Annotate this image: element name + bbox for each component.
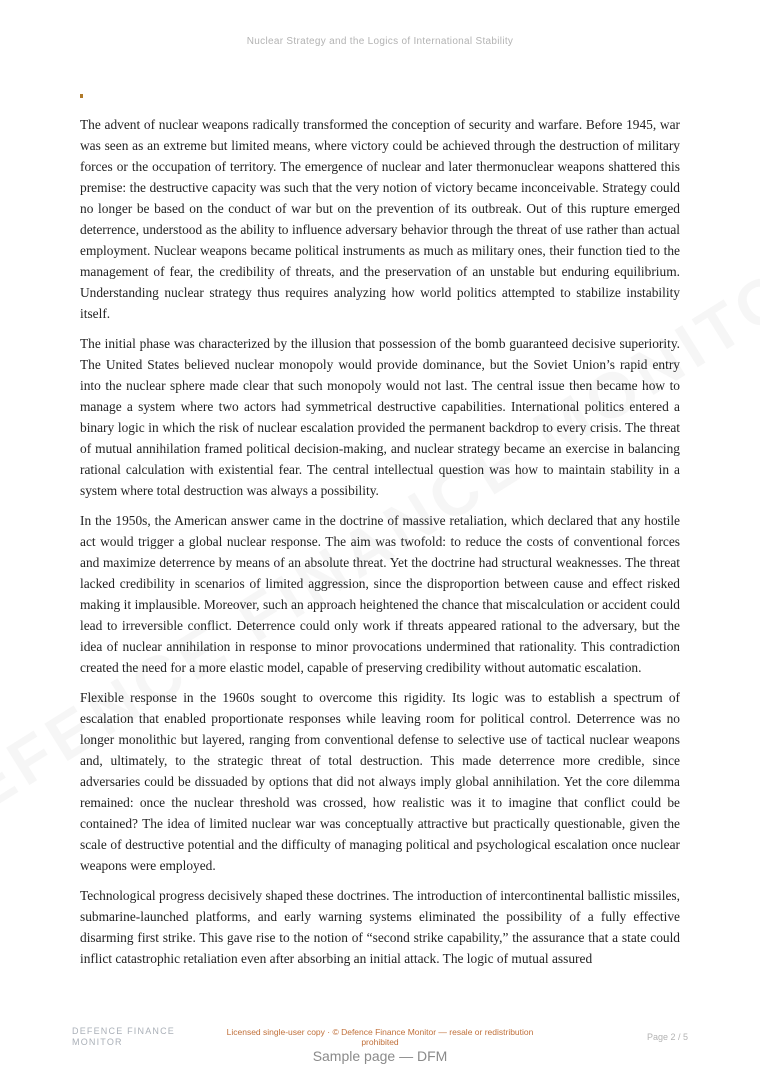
page-number: Page 2 / 5 — [646, 1032, 688, 1042]
body-text — [80, 114, 680, 994]
footer-license-notice: Licensed single-user copy · © Defence Finance Monitor — resale or redistribution prohibited — [226, 1027, 534, 1047]
paragraph: The initial phase was characterized by the illusion that possession of the bomb guaranteed decisive superiority. The United States believed nuclear monopoly would provide dominance, but the Soviet Union’s rapid entry into the nuclear sphere made clear that such monopoly would not last. The central issue then became how to manage a system where two actors had symmetrical destructive capabilities. International politics entered a binary logic in which the risk of nuclear escalation provided the permanent backdrop to every crisis. The threat of mutual annihilation framed political decision-making, and nuclear strategy became an exercise in balancing rational calculation with existential fear. The central intellectual question was how to maintain stability in a system where total destruction was always a possibility. — [80, 336, 680, 498]
paragraph: Flexible response in the 1960s sought to overcome this rigidity. Its logic was to establish a spectrum of escalation that enabled proportionate responses while leaving room for political control. Deterrence was no longer monolithic but layered, ranging from conventional defense to selective use of tactical nuclear weapons and, ultimately, to the strategic threat of total destruction. This made deterrence more credible, since adversaries could be dissuaded by options that did not always imply global annihilation. Yet the core dilemma remained: once the nuclear threshold was crossed, how realistic was it to imagine that conflict could be contained? The idea of limited nuclear war was conceptually attractive but practically questionable, given the scale of destructive potential and the difficulty of managing political and psychological escalation once nuclear weapons were employed. — [80, 690, 680, 873]
paragraph: Technological progress decisively shaped these doctrines. The introduction of intercontinental ballistic missiles, submarine-launched platforms, and early warning systems eliminated the possibility of a fully effective disarming first strike. This gave rise to the notion of “second strike capability,” the assurance that a state could inflict catastrophic retaliation even after absorbing an initial attack. The logic of mutual assured — [80, 888, 680, 966]
footer-brand: DEFENCE FINANCE MONITOR — [72, 1026, 176, 1047]
paragraph: The advent of nuclear weapons radically transformed the conception of security and warfare. Before 1945, war was seen as an extreme but limited means, where victory could be achieved through the destruction of military forces or the occupation of territory. The emergence of nuclear and later thermonuclear weapons shattered this premise: the destructive capacity was such that the very notion of victory became inconceivable. Strategy could no longer be based on the conduct of war but on the prevention of its outbreak. Out of this rupture emerged deterrence, understood as the ability to influence adversary behavior through the threat of use rather than actual employment. Nuclear weapons became political instruments as much as military ones, their function tied to the management of fear, the credibility of threats, and the preservation of an unstable but enduring equilibrium. Understanding nuclear strategy thus requires analyzing how world politics attempted to stabilize instability itself. — [80, 117, 680, 321]
paragraph: In the 1950s, the American answer came in the doctrine of massive retaliation, which declared that any hostile act would trigger a global nuclear response. The aim was twofold: to reduce the costs of conventional forces and maximize deterrence by means of an absolute threat. Yet the doctrine had structural weaknesses. The threat lacked credibility in scenarios of limited aggression, since the disproportion between cause and effect risked making it implausible. Moreover, such an approach heightened the chance that miscalculation or accident could lead to irreversible conflict. Deterrence could only work if threats appeared rational to the adversary, but the idea of nuclear annihilation in response to minor provocations undermined that rationality. This contradiction created the need for a more elastic model, capable of preserving credibility without automatic escalation. — [80, 513, 680, 675]
sample-page-label: Sample page — DFM — [312, 1048, 448, 1064]
running-header-title: Nuclear Strategy and the Logics of International Stability — [246, 36, 514, 47]
section-marker — [80, 94, 83, 98]
